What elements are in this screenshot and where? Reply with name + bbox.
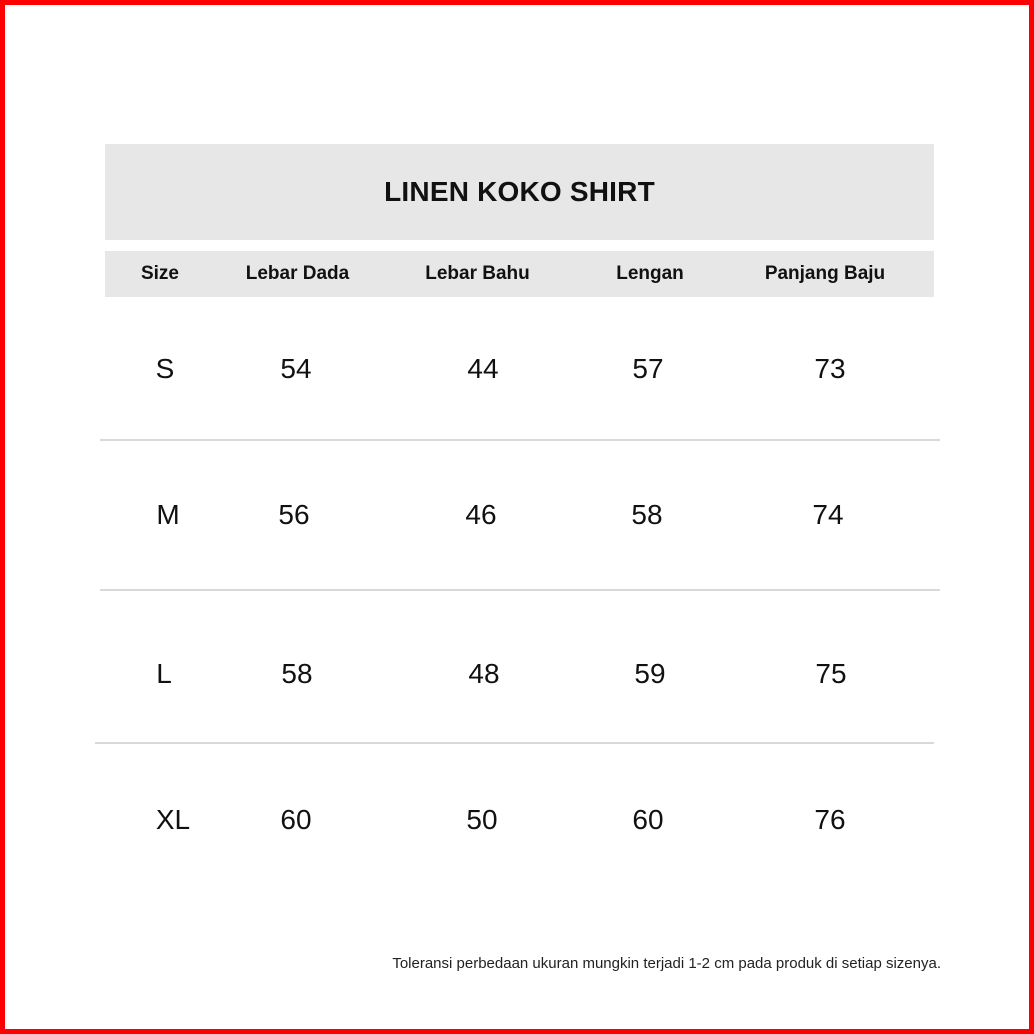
cell-size: L [156, 658, 172, 689]
cell-lebar-bahu: 50 [466, 804, 498, 835]
header-lebar-bahu: Lebar Bahu [425, 263, 530, 284]
header-size: Size [140, 263, 180, 284]
cell-lebar-dada: 58 [281, 658, 313, 689]
chart-title: LINEN KOKO SHIRT [384, 176, 655, 207]
cell-size: S [155, 353, 175, 384]
tolerance-note: Toleransi perbedaan ukuran mungkin terjadi 1-2 cm pada produk di setiap sizenya. [392, 955, 941, 972]
cell-panjang-baju: 73 [814, 353, 846, 384]
cell-lengan: 59 [634, 658, 666, 689]
row-divider [95, 742, 934, 744]
cell-lebar-dada: 54 [280, 353, 312, 384]
cell-size: M [156, 499, 180, 530]
row-divider [100, 589, 940, 591]
cell-lebar-dada: 56 [278, 499, 310, 530]
header-lebar-dada: Lebar Dada [245, 263, 350, 284]
cell-lengan: 57 [632, 353, 664, 384]
cell-lebar-bahu: 48 [468, 658, 500, 689]
title-bar [105, 144, 934, 240]
header-lengan: Lengan [616, 263, 684, 284]
cell-size: XL [155, 804, 191, 835]
cell-panjang-baju: 76 [814, 804, 846, 835]
cell-lengan: 60 [632, 804, 664, 835]
header-panjang-baju: Panjang Baju [764, 263, 886, 284]
cell-panjang-baju: 74 [812, 499, 844, 530]
cell-lebar-bahu: 46 [465, 499, 497, 530]
row-divider [100, 439, 940, 441]
cell-lengan: 58 [631, 499, 663, 530]
cell-lebar-bahu: 44 [467, 353, 499, 384]
column-header-bar [105, 251, 934, 297]
cell-lebar-dada: 60 [280, 804, 312, 835]
cell-panjang-baju: 75 [815, 658, 847, 689]
